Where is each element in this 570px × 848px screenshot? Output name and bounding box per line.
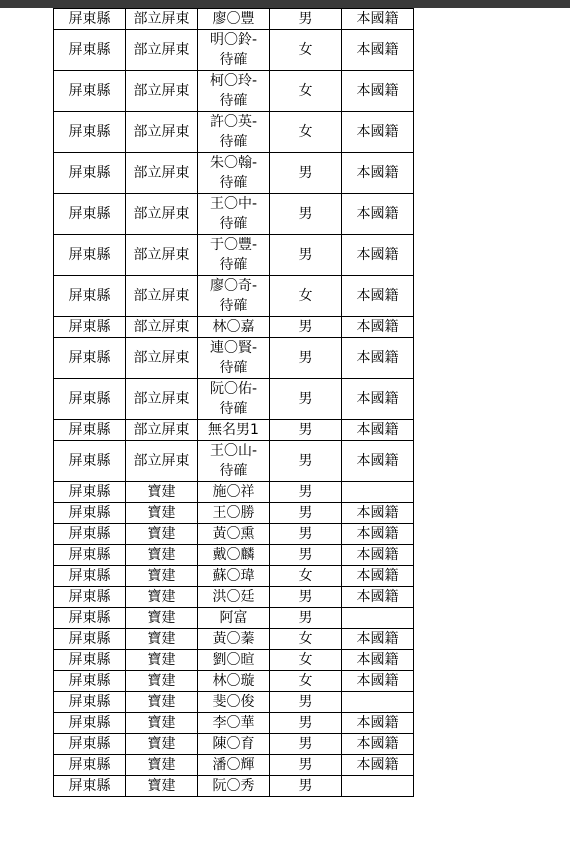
county-cell: 屏東縣 xyxy=(54,587,126,608)
hospital-cell: 部立屏東 xyxy=(126,379,198,420)
county-cell: 屏東縣 xyxy=(54,379,126,420)
county-cell: 屏東縣 xyxy=(54,338,126,379)
table-row xyxy=(54,235,414,276)
name-cell: 斐〇俊 xyxy=(198,692,270,713)
hospital-cell: 寶建 xyxy=(126,482,198,503)
table-row xyxy=(54,734,414,755)
table-row xyxy=(54,608,414,629)
nationality-cell: 本國籍 xyxy=(342,112,414,153)
nationality-cell xyxy=(342,692,414,713)
hospital-cell: 寶建 xyxy=(126,608,198,629)
nationality-cell: 本國籍 xyxy=(342,30,414,71)
name-cell: 廖〇奇- 待確 xyxy=(198,276,270,317)
gender-cell: 男 xyxy=(270,734,342,755)
gender-cell: 男 xyxy=(270,482,342,503)
table-row xyxy=(54,650,414,671)
county-cell: 屏東縣 xyxy=(54,317,126,338)
gender-cell: 男 xyxy=(270,153,342,194)
viewer-top-bar xyxy=(0,0,570,8)
gender-cell: 男 xyxy=(270,503,342,524)
county-cell: 屏東縣 xyxy=(54,235,126,276)
gender-cell: 男 xyxy=(270,587,342,608)
county-cell: 屏東縣 xyxy=(54,650,126,671)
name-cell: 林〇璇 xyxy=(198,671,270,692)
county-cell: 屏東縣 xyxy=(54,482,126,503)
county-cell: 屏東縣 xyxy=(54,112,126,153)
name-cell: 明〇鈴- 待確 xyxy=(198,30,270,71)
nationality-cell: 本國籍 xyxy=(342,629,414,650)
county-cell: 屏東縣 xyxy=(54,713,126,734)
document-page xyxy=(0,8,570,848)
nationality-cell xyxy=(342,608,414,629)
nationality-cell: 本國籍 xyxy=(342,755,414,776)
table-row xyxy=(54,420,414,441)
county-cell: 屏東縣 xyxy=(54,629,126,650)
nationality-cell: 本國籍 xyxy=(342,338,414,379)
name-cell: 施〇祥 xyxy=(198,482,270,503)
name-cell: 劉〇暄 xyxy=(198,650,270,671)
name-cell: 林〇嘉 xyxy=(198,317,270,338)
hospital-cell: 寶建 xyxy=(126,692,198,713)
table-row xyxy=(54,482,414,503)
gender-cell: 女 xyxy=(270,71,342,112)
table-row xyxy=(54,776,414,797)
nationality-cell: 本國籍 xyxy=(342,503,414,524)
nationality-cell: 本國籍 xyxy=(342,671,414,692)
nationality-cell: 本國籍 xyxy=(342,153,414,194)
name-cell: 王〇中- 待確 xyxy=(198,194,270,235)
name-cell: 阮〇佑- 待確 xyxy=(198,379,270,420)
gender-cell: 女 xyxy=(270,112,342,153)
roster-table xyxy=(53,8,414,797)
name-cell: 黃〇熏 xyxy=(198,524,270,545)
nationality-cell: 本國籍 xyxy=(342,317,414,338)
gender-cell: 男 xyxy=(270,524,342,545)
hospital-cell: 部立屏東 xyxy=(126,317,198,338)
gender-cell: 男 xyxy=(270,317,342,338)
nationality-cell: 本國籍 xyxy=(342,194,414,235)
county-cell: 屏東縣 xyxy=(54,524,126,545)
hospital-cell: 部立屏東 xyxy=(126,112,198,153)
hospital-cell: 部立屏東 xyxy=(126,71,198,112)
nationality-cell xyxy=(342,776,414,797)
hospital-cell: 寶建 xyxy=(126,587,198,608)
nationality-cell: 本國籍 xyxy=(342,587,414,608)
county-cell: 屏東縣 xyxy=(54,545,126,566)
gender-cell: 男 xyxy=(270,545,342,566)
nationality-cell: 本國籍 xyxy=(342,379,414,420)
gender-cell: 女 xyxy=(270,671,342,692)
name-cell: 無名男1 xyxy=(198,420,270,441)
gender-cell: 女 xyxy=(270,566,342,587)
gender-cell: 男 xyxy=(270,692,342,713)
name-cell: 蘇〇瑋 xyxy=(198,566,270,587)
name-cell: 潘〇輝 xyxy=(198,755,270,776)
gender-cell: 男 xyxy=(270,235,342,276)
hospital-cell: 部立屏東 xyxy=(126,276,198,317)
gender-cell: 女 xyxy=(270,276,342,317)
hospital-cell: 寶建 xyxy=(126,524,198,545)
nationality-cell: 本國籍 xyxy=(342,713,414,734)
name-cell: 阮〇秀 xyxy=(198,776,270,797)
nationality-cell: 本國籍 xyxy=(342,566,414,587)
hospital-cell: 寶建 xyxy=(126,671,198,692)
table-row xyxy=(54,713,414,734)
hospital-cell: 寶建 xyxy=(126,629,198,650)
name-cell: 廖〇豐 xyxy=(198,9,270,30)
hospital-cell: 寶建 xyxy=(126,755,198,776)
table-row xyxy=(54,755,414,776)
gender-cell: 男 xyxy=(270,194,342,235)
hospital-cell: 寶建 xyxy=(126,650,198,671)
table-row xyxy=(54,30,414,71)
table-row xyxy=(54,153,414,194)
gender-cell: 男 xyxy=(270,420,342,441)
county-cell: 屏東縣 xyxy=(54,692,126,713)
table-row xyxy=(54,671,414,692)
nationality-cell: 本國籍 xyxy=(342,524,414,545)
hospital-cell: 部立屏東 xyxy=(126,194,198,235)
gender-cell: 男 xyxy=(270,441,342,482)
county-cell: 屏東縣 xyxy=(54,71,126,112)
nationality-cell: 本國籍 xyxy=(342,235,414,276)
name-cell: 李〇華 xyxy=(198,713,270,734)
hospital-cell: 部立屏東 xyxy=(126,235,198,276)
table-row xyxy=(54,379,414,420)
name-cell: 許〇英- 待確 xyxy=(198,112,270,153)
hospital-cell: 部立屏東 xyxy=(126,9,198,30)
table-row xyxy=(54,276,414,317)
table-row xyxy=(54,503,414,524)
gender-cell: 男 xyxy=(270,338,342,379)
county-cell: 屏東縣 xyxy=(54,276,126,317)
county-cell: 屏東縣 xyxy=(54,503,126,524)
nationality-cell: 本國籍 xyxy=(342,650,414,671)
county-cell: 屏東縣 xyxy=(54,671,126,692)
county-cell: 屏東縣 xyxy=(54,608,126,629)
gender-cell: 女 xyxy=(270,30,342,71)
table-row xyxy=(54,9,414,30)
name-cell: 朱〇翰- 待確 xyxy=(198,153,270,194)
name-cell: 黃〇蓁 xyxy=(198,629,270,650)
hospital-cell: 寶建 xyxy=(126,566,198,587)
county-cell: 屏東縣 xyxy=(54,153,126,194)
nationality-cell: 本國籍 xyxy=(342,420,414,441)
table-row xyxy=(54,441,414,482)
hospital-cell: 寶建 xyxy=(126,503,198,524)
gender-cell: 男 xyxy=(270,713,342,734)
hospital-cell: 寶建 xyxy=(126,776,198,797)
hospital-cell: 寶建 xyxy=(126,734,198,755)
nationality-cell: 本國籍 xyxy=(342,734,414,755)
county-cell: 屏東縣 xyxy=(54,420,126,441)
hospital-cell: 部立屏東 xyxy=(126,30,198,71)
name-cell: 于〇豐- 待確 xyxy=(198,235,270,276)
table-row xyxy=(54,629,414,650)
county-cell: 屏東縣 xyxy=(54,566,126,587)
hospital-cell: 部立屏東 xyxy=(126,153,198,194)
nationality-cell: 本國籍 xyxy=(342,276,414,317)
hospital-cell: 部立屏東 xyxy=(126,420,198,441)
gender-cell: 男 xyxy=(270,379,342,420)
hospital-cell: 寶建 xyxy=(126,545,198,566)
nationality-cell: 本國籍 xyxy=(342,71,414,112)
hospital-cell: 部立屏東 xyxy=(126,441,198,482)
gender-cell: 男 xyxy=(270,608,342,629)
hospital-cell: 部立屏東 xyxy=(126,338,198,379)
roster-table-body xyxy=(54,9,414,797)
hospital-cell: 寶建 xyxy=(126,713,198,734)
table-row xyxy=(54,545,414,566)
name-cell: 洪〇廷 xyxy=(198,587,270,608)
table-row xyxy=(54,112,414,153)
table-row xyxy=(54,194,414,235)
gender-cell: 女 xyxy=(270,650,342,671)
county-cell: 屏東縣 xyxy=(54,776,126,797)
name-cell: 連〇賢- 待確 xyxy=(198,338,270,379)
nationality-cell xyxy=(342,482,414,503)
county-cell: 屏東縣 xyxy=(54,194,126,235)
county-cell: 屏東縣 xyxy=(54,755,126,776)
county-cell: 屏東縣 xyxy=(54,441,126,482)
nationality-cell: 本國籍 xyxy=(342,545,414,566)
name-cell: 王〇勝 xyxy=(198,503,270,524)
table-row xyxy=(54,566,414,587)
nationality-cell: 本國籍 xyxy=(342,9,414,30)
table-row xyxy=(54,338,414,379)
gender-cell: 男 xyxy=(270,755,342,776)
table-row xyxy=(54,71,414,112)
county-cell: 屏東縣 xyxy=(54,30,126,71)
nationality-cell: 本國籍 xyxy=(342,441,414,482)
name-cell: 陳〇育 xyxy=(198,734,270,755)
gender-cell: 男 xyxy=(270,776,342,797)
name-cell: 王〇山- 待確 xyxy=(198,441,270,482)
county-cell: 屏東縣 xyxy=(54,734,126,755)
table-row xyxy=(54,317,414,338)
table-row xyxy=(54,587,414,608)
gender-cell: 男 xyxy=(270,9,342,30)
county-cell: 屏東縣 xyxy=(54,9,126,30)
name-cell: 柯〇玲- 待確 xyxy=(198,71,270,112)
table-row xyxy=(54,692,414,713)
table-row xyxy=(54,524,414,545)
gender-cell: 女 xyxy=(270,629,342,650)
name-cell: 阿富 xyxy=(198,608,270,629)
name-cell: 戴〇麟 xyxy=(198,545,270,566)
